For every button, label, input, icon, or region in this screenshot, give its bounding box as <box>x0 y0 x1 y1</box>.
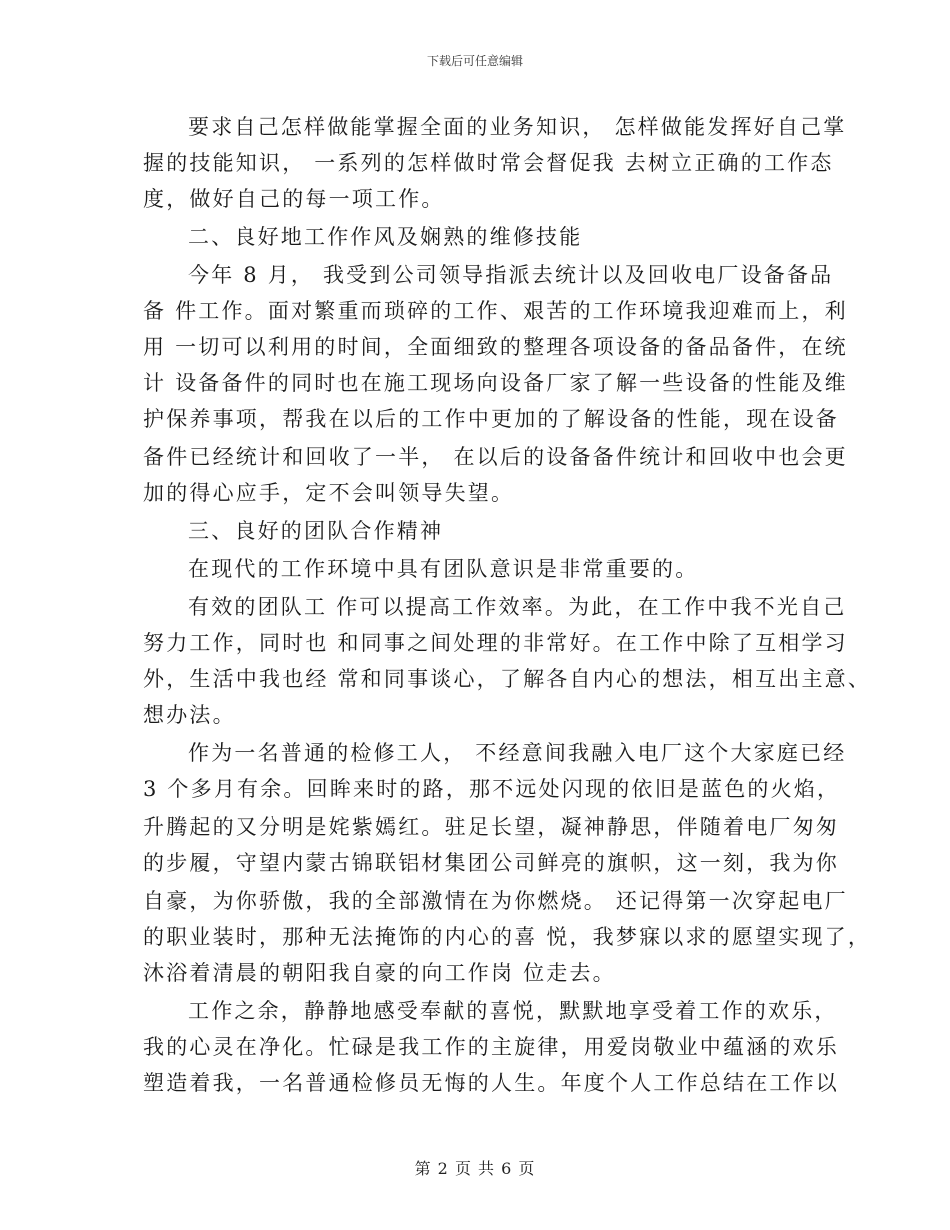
text-line: 自豪，为你骄傲，我的全部激情在为你燃烧。 还记得第一次穿起电厂 <box>143 889 848 913</box>
text-line: 我的心灵在净化。忙碌是我工作的主旋律，用爱岗敬业中蕴涵的欢乐 <box>143 1035 839 1059</box>
text-line: 的职业装时，那种无法掩饰的内心的喜 悦，我梦寐以求的愿望实现了， <box>143 925 872 949</box>
text-line: 要求自己怎样做能掌握全面的业务知识， 怎样做能发挥好自己掌 <box>188 115 847 139</box>
text-line: 有效的团队工 作可以提高工作效率。为此，在工作中我不光自己 <box>188 595 847 619</box>
text-line: 想办法。 <box>143 703 236 727</box>
text-line: 外，生活中我也经 常和同事谈心，了解各自内心的想法，相互出主意、 <box>143 667 872 691</box>
text-line: 计 设备备件的同时也在施工现场向设备厂家了解一些设备的性能及维 <box>143 371 848 395</box>
page-header: 下载后可任意编辑 <box>426 54 523 68</box>
text-line: 工作之余，静静地感受奉献的喜悦，默默地享受着工作的欢乐， <box>188 999 838 1023</box>
text-line: 握的技能知识， 一系列的怎样做时常会督促我 去树立正确的工作态 <box>143 151 834 175</box>
text-line: 努力工作，同时也 和同事之间处理的非常好。在工作中除了互相学习 <box>143 631 848 655</box>
text-line: 作为一名普通的检修工人， 不经意间我融入电厂这个大家庭已经 <box>188 741 847 765</box>
text-line: 升腾起的又分明是姹紫嫣红。驻足长望，凝神静思，伴随着电厂匆匆 <box>143 815 839 839</box>
text-line: 加的得心应手，定不会叫领导失望。 <box>143 481 515 505</box>
section-heading: 三、良好的团队合作精神 <box>188 519 444 543</box>
text-line: 备件已经统计和回收了一半， 在以后的设备备件统计和回收中也会更 <box>143 445 848 469</box>
text-line: 在现代的工作环境中具有团队意识是非常重要的。 <box>188 557 699 581</box>
text-line: 用 一切可以利用的时间，全面细致的整理各项设备的备品备件，在统 <box>143 335 848 359</box>
text-line: 沐浴着清晨的朝阳我自豪的向工作岗 位走去。 <box>143 961 616 985</box>
text-line: 今年 8 月， 我受到公司领导指派去统计以及回收电厂设备备品 <box>188 263 834 287</box>
text-line: 备 件工作。面对繁重而琐碎的工作、艰苦的工作环境我迎难而上，利 <box>143 299 848 323</box>
text-line: 护保养事项，帮我在以后的工作中更加的了解设备的性能，现在设备 <box>143 407 839 431</box>
text-line: 的步履，守望内蒙古锦联铝材集团公司鲜亮的旗帜，这一刻，我为你 <box>143 851 839 875</box>
text-line: 塑造着我，一名普通检修员无悔的人生。年度个人工作总结在工作以 <box>143 1071 839 1095</box>
text-line: 3 个多月有余。回眸来时的路，那不远处闪现的依旧是蓝色的火焰， <box>143 777 841 801</box>
text-line: 度，做好自己的每一项工作。 <box>143 187 445 211</box>
page-number-footer: 第 2 页 共 6 页 <box>414 1159 536 1178</box>
section-heading: 二、良好地工作作风及娴熟的维修技能 <box>188 225 583 249</box>
